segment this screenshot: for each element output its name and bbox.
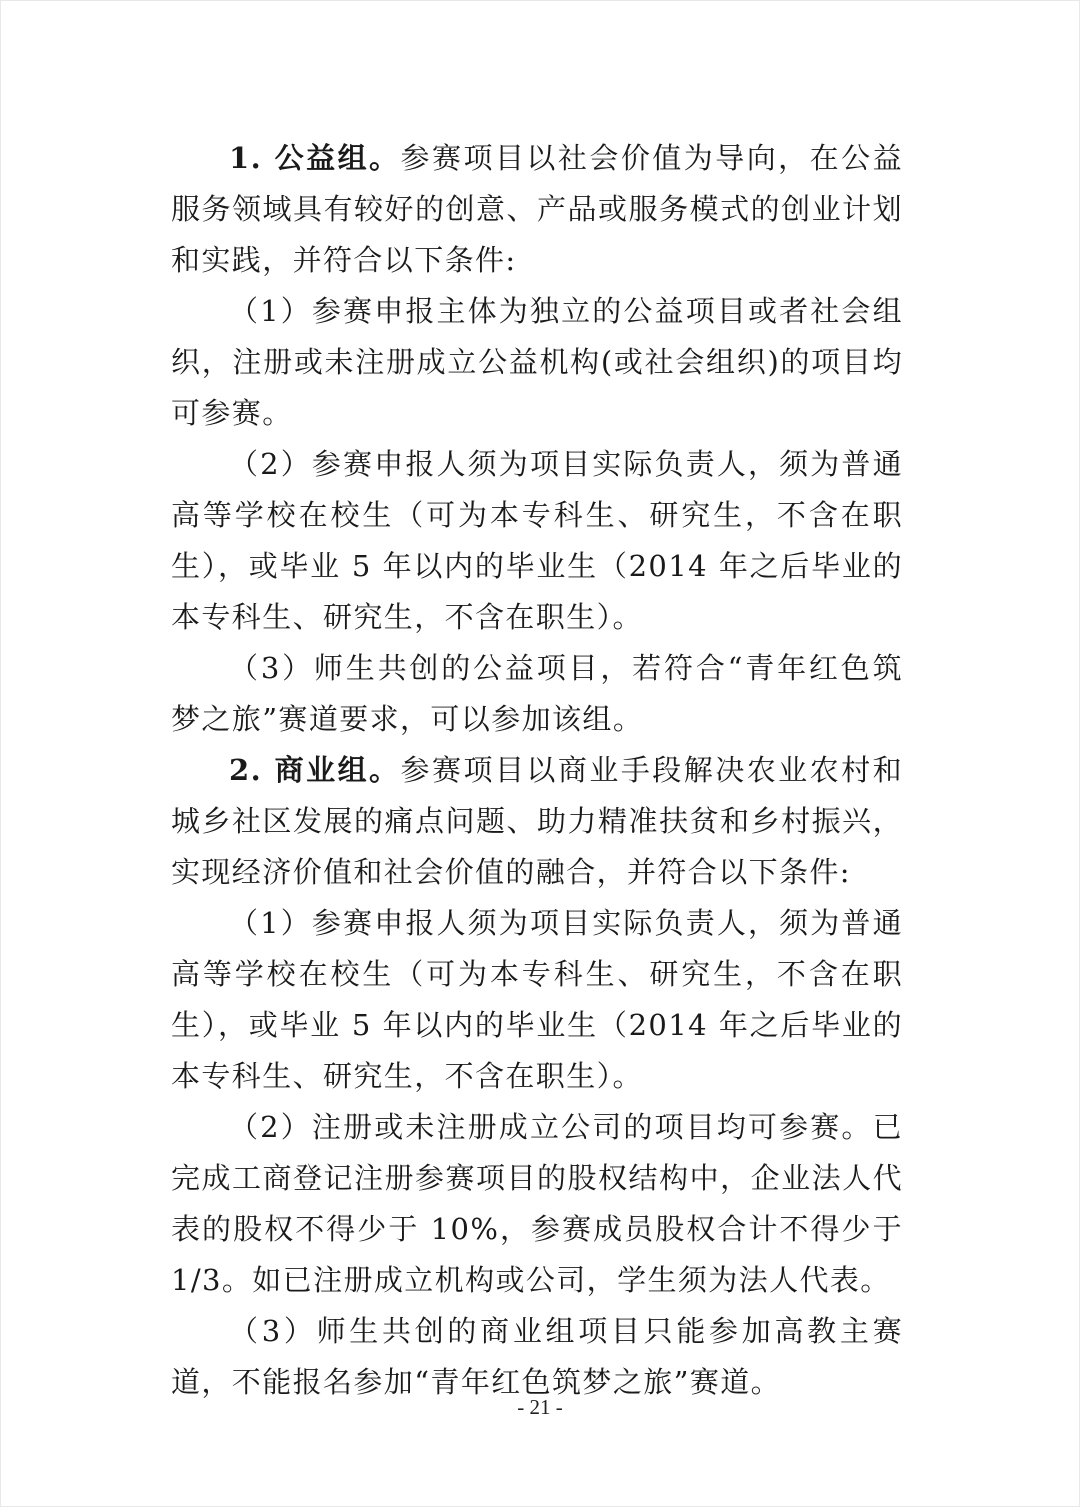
document-body: [171, 133, 903, 1408]
paragraph-heading: 2. 商业组。: [229, 753, 401, 787]
paragraph-text: （1）参赛申报人须为项目实际负责人，须为普通高等学校在校生（可为本专科生、研究生，不含在职生），或毕业 5 年以内的毕业生（2014 年之后毕业的本专科生、研究生，不含在职生）。: [171, 906, 903, 1093]
paragraph-text: （3）师生共创的商业组项目只能参加高教主赛道，不能报名参加“青年红色筑梦之旅”赛道。: [171, 1314, 903, 1399]
paragraph-text: （2）参赛申报人须为项目实际负责人，须为普通高等学校在校生（可为本专科生、研究生，不含在职生），或毕业 5 年以内的毕业生（2014 年之后毕业的本专科生、研究生，不含在职生）。: [171, 447, 903, 634]
paragraph-text: （3）师生共创的公益项目，若符合“青年红色筑梦之旅”赛道要求，可以参加该组。: [171, 651, 903, 736]
paragraph-welfare-condition-3: [171, 643, 903, 745]
paragraph-commercial-condition-3: [171, 1306, 903, 1408]
paragraph-commercial-condition-1: [171, 898, 903, 1102]
paragraph-commercial-group: [171, 745, 903, 898]
paragraph-text: （2）注册或未注册成立公司的项目均可参赛。已完成工商登记注册参赛项目的股权结构中，企业法人代表的股权不得少于 10%，参赛成员股权合计不得少于 1/3。如已注册成立机构或公司，学生须为法人代表。: [171, 1110, 903, 1297]
paragraph-text: 参赛项目以商业手段解决农业农村和城乡社区发展的痛点问题、助力精准扶贫和乡村振兴，实现经济价值和社会价值的融合，并符合以下条件:: [171, 753, 903, 889]
paragraph-text: （1）参赛申报主体为独立的公益项目或者社会组织，注册或未注册成立公益机构(或社会组织)的项目均可参赛。: [171, 294, 903, 430]
paragraph-public-welfare-group: [171, 133, 903, 286]
page-number: - 21 -: [517, 1395, 563, 1419]
paragraph-heading: 1. 公益组。: [229, 141, 401, 175]
paragraph-commercial-condition-2: [171, 1102, 903, 1306]
paragraph-text: 参赛项目以社会价值为导向，在公益服务领域具有较好的创意、产品或服务模式的创业计划和实践，并符合以下条件:: [171, 141, 903, 277]
paragraph-welfare-condition-1: [171, 286, 903, 439]
paragraph-welfare-condition-2: [171, 439, 903, 643]
